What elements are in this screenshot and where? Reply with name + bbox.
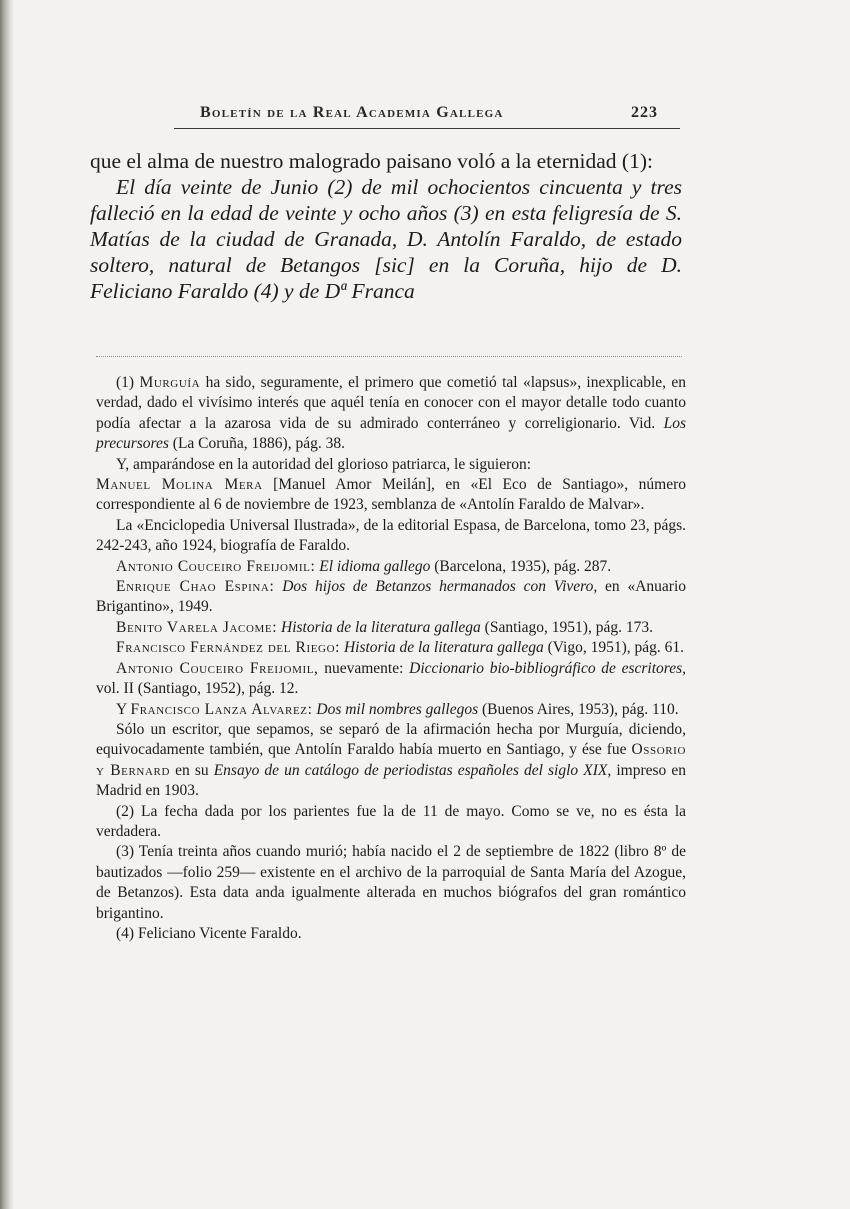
footnote-1 <box>96 373 686 455</box>
ossorio-title: Ensayo de un catálogo de periodistas españoles del siglo XIX, <box>213 761 612 779</box>
ossorio-author: Ossorio y Bernard <box>96 741 686 779</box>
riego-tail: (Vigo, 1951), pág. 61. <box>547 639 684 657</box>
ossorio-tail: impreso en Madrid en 1903. <box>96 761 686 800</box>
lanza-title: Dos mil nombres gallegos <box>316 700 479 718</box>
footnote-1-riego <box>96 638 686 658</box>
footnotes <box>96 373 686 944</box>
main-paragraph-1: que el alma de nuestro malogrado paisano voló a la eternidad (1): <box>90 149 653 173</box>
footnote-1-title: Los precursores <box>96 414 687 453</box>
main-text <box>90 148 682 304</box>
footnote-1-text: ha sido, seguramente, el primero que cometió tal «lapsus», inexplicable, en verdad, dado el vivísimo interés que aquél tenía en conocer con el mayor detalle todo cuanto podía afectar a la azarosa vida de su admirado conterráneo y correligionario. Vid. <box>96 374 687 432</box>
lanza-author: Francisco Lanza Alvarez: <box>130 700 313 718</box>
chao-title: Dos hijos de Betanzos hermanados con Vivero, <box>282 578 598 596</box>
lanza-tail: (Buenos Aires, 1953), pág. 110. <box>482 700 679 718</box>
riego-title: Historia de la literatura gallega <box>343 639 544 657</box>
varela-title: Historia de la literatura gallega <box>281 618 481 636</box>
burial-record-quote: El día veinte de Junio (2) de mil ochocientos cincuenta y tres falleció en la edad de veinte y ocho años (3) en esta feligresía de S. Matías de la ciudad de Granada, D. Antolín Faraldo, de estado soltero, natural de Betangos [sic] en la Coruña, hijo de D. Feliciano Faraldo (4) y de Dª Franca <box>90 175 682 303</box>
footnote-1-varela <box>96 618 686 638</box>
couceiro-author: Antonio Couceiro Freijomil: <box>116 557 316 575</box>
page-number: 223 <box>631 104 658 121</box>
ossorio-lead: Sólo un escritor, que sepamos, se separó de la afirmación hecha por Murguía, diciendo, equivocadamente también, que Antolín Faraldo había muerto en Santiago, y ése fue <box>96 720 686 759</box>
couceiro2-author: Antonio Couceiro Freijomil, <box>116 659 319 677</box>
mera-author: Manuel Molina Mera <box>96 476 263 494</box>
ossorio-mid: en su <box>175 761 209 779</box>
footnote-1-espasa: La «Enciclopedia Universal Ilustrada», de la editorial Espasa, de Barcelona, tomo 23, págs. 242-243, año 1924, biografía de Faraldo. <box>96 516 686 555</box>
footnote-1-couceiro-2 <box>96 659 686 700</box>
mera-text: [Manuel Amor Meilán], en «El Eco de Santiago», número correspondiente al 6 de noviembre de 1923, semblanza de «Antolín Faraldo de Malvar». <box>96 476 686 514</box>
footnote-2: (2) La fecha dada por los parientes fue la de 11 de mayo. Como se ve, no es ésta la verdadera. <box>96 802 686 840</box>
footnote-1-intro: Y, amparándose en la autoridad del glorioso patriarca, le siguieron: <box>116 455 532 473</box>
footnote-separator <box>96 356 682 357</box>
chao-tail: en «Anuario Brigantino», 1949. <box>96 578 687 616</box>
varela-author: Benito Varela Jacome: <box>116 618 278 636</box>
chao-author: Enrique Chao Espina: <box>116 578 275 596</box>
couceiro2-title: Diccionario bio-bibliográfico de escritores, <box>409 659 687 677</box>
footnote-1-couceiro <box>96 557 686 577</box>
binding-shadow <box>0 0 14 1209</box>
couceiro-title: El idioma gallego <box>319 557 431 575</box>
header-rule <box>174 128 680 129</box>
footnote-3: (3) Tenía treinta años cuando murió; había nacido el 2 de septiembre de 1822 (libro 8º de bautizados —folio 259— existente en el archivo de la parroquial de Santa María del Azogue, de Betanzos). Esta data anda igualmente alterada en muchos biógrafos del gran romántico brigantino. <box>96 843 686 922</box>
page-header <box>200 98 680 126</box>
footnote-1-author: Murguía <box>139 374 201 391</box>
footnote-4: (4) Feliciano Vicente Faraldo. <box>116 924 302 942</box>
footnote-1-ossorio <box>96 720 686 802</box>
footnote-1-tail: (La Coruña, 1886), pág. 38. <box>172 435 345 453</box>
couceiro2-mid: nuevamente: <box>324 659 404 677</box>
lanza-lead: Y <box>116 700 127 718</box>
running-head: Boletín de la Real Academia Gallega <box>200 104 504 121</box>
riego-author: Francisco Fernández del Riego: <box>116 639 341 657</box>
footnote-1-label: (1) <box>116 374 135 391</box>
footnote-1-mera <box>96 475 686 516</box>
couceiro-tail: (Barcelona, 1935), pág. 287. <box>434 557 612 575</box>
couceiro2-tail: vol. II (Santiago, 1952), pág. 12. <box>96 680 299 698</box>
varela-tail: (Santiago, 1951), pág. 173. <box>484 618 653 636</box>
footnote-1-chao <box>96 577 686 618</box>
footnote-1-lanza <box>96 700 686 720</box>
